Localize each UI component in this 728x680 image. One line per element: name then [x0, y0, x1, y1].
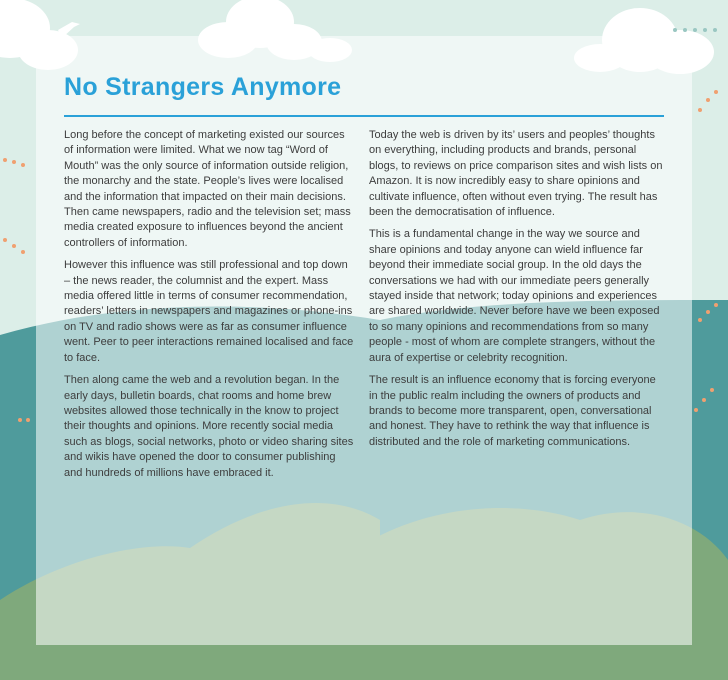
left-paragraph-2: However this influence was still professional and top down – the news reader, the columnist and the expert. Mass media offered little in terms of consumer recommendation, readers’ letters in newspapers and magazines or phone-ins on TV and radio shows were as far as consumer influence went. Peer to peer interactions remained localised and face to face.	[64, 259, 354, 364]
right-paragraph-1: Today the web is driven by its’ users and peoples’ thoughts on everything, including products and brands, personal blogs, to reviews on price comparison sites and wish lists on Amazon. It is now incredibly easy to share opinions and cultivate influence, often without even trying. The result has been the democratisation of influence.	[369, 129, 663, 219]
right-column	[369, 128, 665, 457]
right-paragraph-2: This is a fundamental change in the way we source and share opinions and today anyone can wield influence far beyond their immediate social group. In the old days the conversations we had with our immediate peers generally stayed inside that network; today opinions and experiences are shared worldwide. Never before have we been exposed to so many opinions and recommendations from so many people - most of whom are complete strangers, without the aura of expertise or celebrity recognition.	[369, 228, 660, 364]
left-column	[64, 128, 356, 488]
page-title: No Strangers Anymore	[64, 73, 342, 101]
right-paragraph-3: The result is an influence economy that is forcing everyone in the public realm including the owners of products and brands to become more transparent, open, conversational and honest. They have to rethink the way that influence is distributed and the role of marketing communications.	[369, 374, 656, 448]
left-paragraph-3: Then along came the web and a revolution began. In the early days, bulletin boards, chat rooms and home brew websites allowed those technically in the know to project their thoughts and opinions. More recently social media such as blogs, social networks, photo or video sharing sites and wikis have opened the door to consumer publishing and hundreds of millions have embraced it.	[64, 374, 354, 479]
title-rule	[64, 115, 664, 117]
left-paragraph-1: Long before the concept of marketing existed our sources of information were limited. What we now tag “Word of Mouth” was the only source of information outside religion, the monarchy and the state. People’s lives were localised and the information that impacted on their main decisions. Then came newspapers, radio and the television set; mass media created exposure to influences beyond the ancient controllers of information.	[64, 129, 351, 249]
